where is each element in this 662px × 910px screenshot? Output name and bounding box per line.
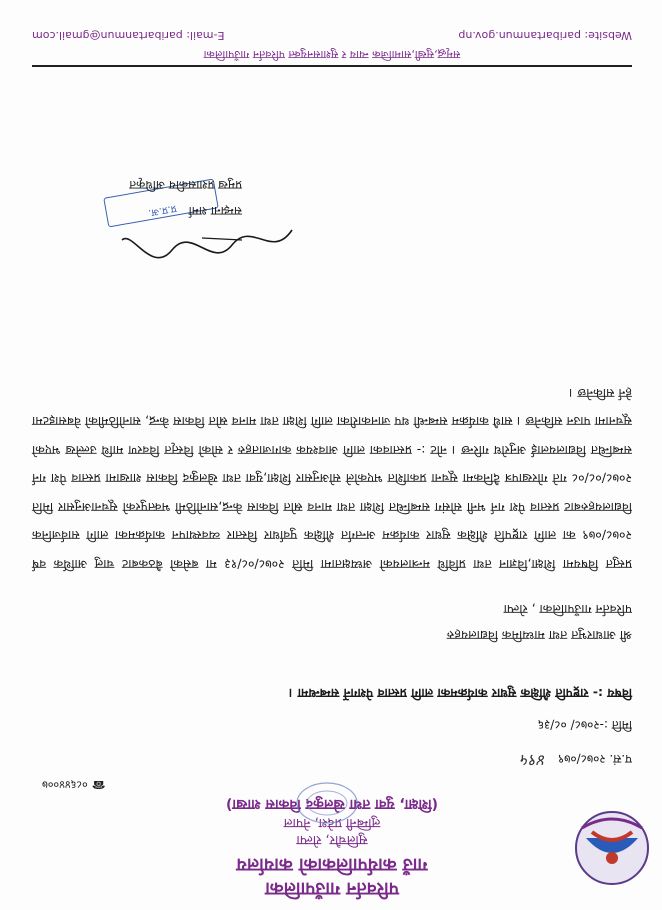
nepal-government-emblem [572, 808, 652, 888]
office-phone [42, 777, 192, 792]
signatory-name: सम्झना शर्मा [188, 204, 242, 218]
footer-website: Website: paribartanmun.gov.np [458, 29, 632, 42]
footer-email: E-mail: paribartanmun@gmail.com [32, 29, 225, 42]
footer-contact [32, 29, 632, 42]
phone-number: ०८६४४००७ [42, 778, 88, 791]
signatory-title: प्रमुख प्रशासकीय अधिकृत [129, 178, 242, 192]
letter-subject: विषय :- राष्ट्रपति शैक्षिक सुधार कार्यक्रमका लागि प्रस्ताव पेशगर्ने सम्बन्धमा । [288, 686, 632, 701]
footer-divider [32, 65, 632, 67]
letter-date: मिति :-२०७८/ ०८/३६ [537, 718, 632, 732]
addressee [447, 596, 632, 648]
footer-tagline: समृद्ध,सुखी,सामाजिक न्याय र सुशासनयुक्त परिवर्तन गाउँपालिका [203, 48, 461, 61]
office-name: परिवर्तन गाउँपालिका [265, 878, 399, 899]
office-province: लुम्बिनी प्रदेश, नेपाल [283, 815, 381, 830]
office-location: सुलिचौर, रोल्पा [296, 832, 368, 847]
division-name: (शिक्षा, युवा तथा खेलकुद विकास शाखा) [226, 796, 438, 812]
office-title: गाउँ कार्यपालिकाको कार्यालय [236, 854, 428, 875]
ref-label: प.सं. २०७८/०७९ [557, 752, 632, 766]
phone-icon: ☎ [91, 778, 106, 791]
addressee-line1: श्री आधारभुत तथा माध्यमिक विद्यालयहरु [446, 628, 632, 643]
office-seal-stamp [292, 778, 362, 828]
designation-stamp: प्र.प्र.अ. [103, 179, 219, 228]
letter-body: प्रस्तुत विषयमा शिक्षा,विज्ञान तथा प्रविधि मन्त्रालयको अध्यक्षतामा मिति २०७८/०८/१३ मा बसेको बैठकबाट चालु आर्थिक वर्ष २०७८/०७९ का लागि राष्ट्रपति शैक्षिक सुधार कार्यक्रम अन्तर्गत शैक्षिक पुर्वाधार विस्तार व्यवस्थापन कार्यक्रमका लागि सार्वजनिक विद्यालयहरुबाट प्रस्ताव पेश गर्न भनी सोसंग सम्बन्धित शिक्षा तथा मानव स्रोत विकास केन्द्र,सानोठिमी भक्तपुरको सूचनाअनुसार मिति २०७८/०८/०८ गते गोरखापत्र दैनिकमा सूचना प्रकाशित भएकोले सोअनुसार शिक्षा,युवा तथा खेलकुद विकास शाखामा प्रस्ताव पेश गर्न सम्बन्धित विद्यालयलाई अनुरोध गरिन्छ । नोट :- प्रस्तावका लागि आवश्यक कागजातहरु र सोको विस्तृत विवरण माथि उल्लेख भएको सूचनामा पाउन सकिनेछ । साथै कार्यक्रम सम्बन्धी थप जानकारीका लागि शिक्षा तथा मानव स्रोत विकास केन्द्र, सानोठिमीको वेबसाइटमा हेर्न सकिनेछ । [32, 386, 632, 572]
reference-number [521, 750, 632, 772]
ref-handwritten: ४९५ [521, 751, 547, 770]
addressee-line2: परिवर्तन गाउँपालिका , रोल्पा [503, 602, 632, 617]
